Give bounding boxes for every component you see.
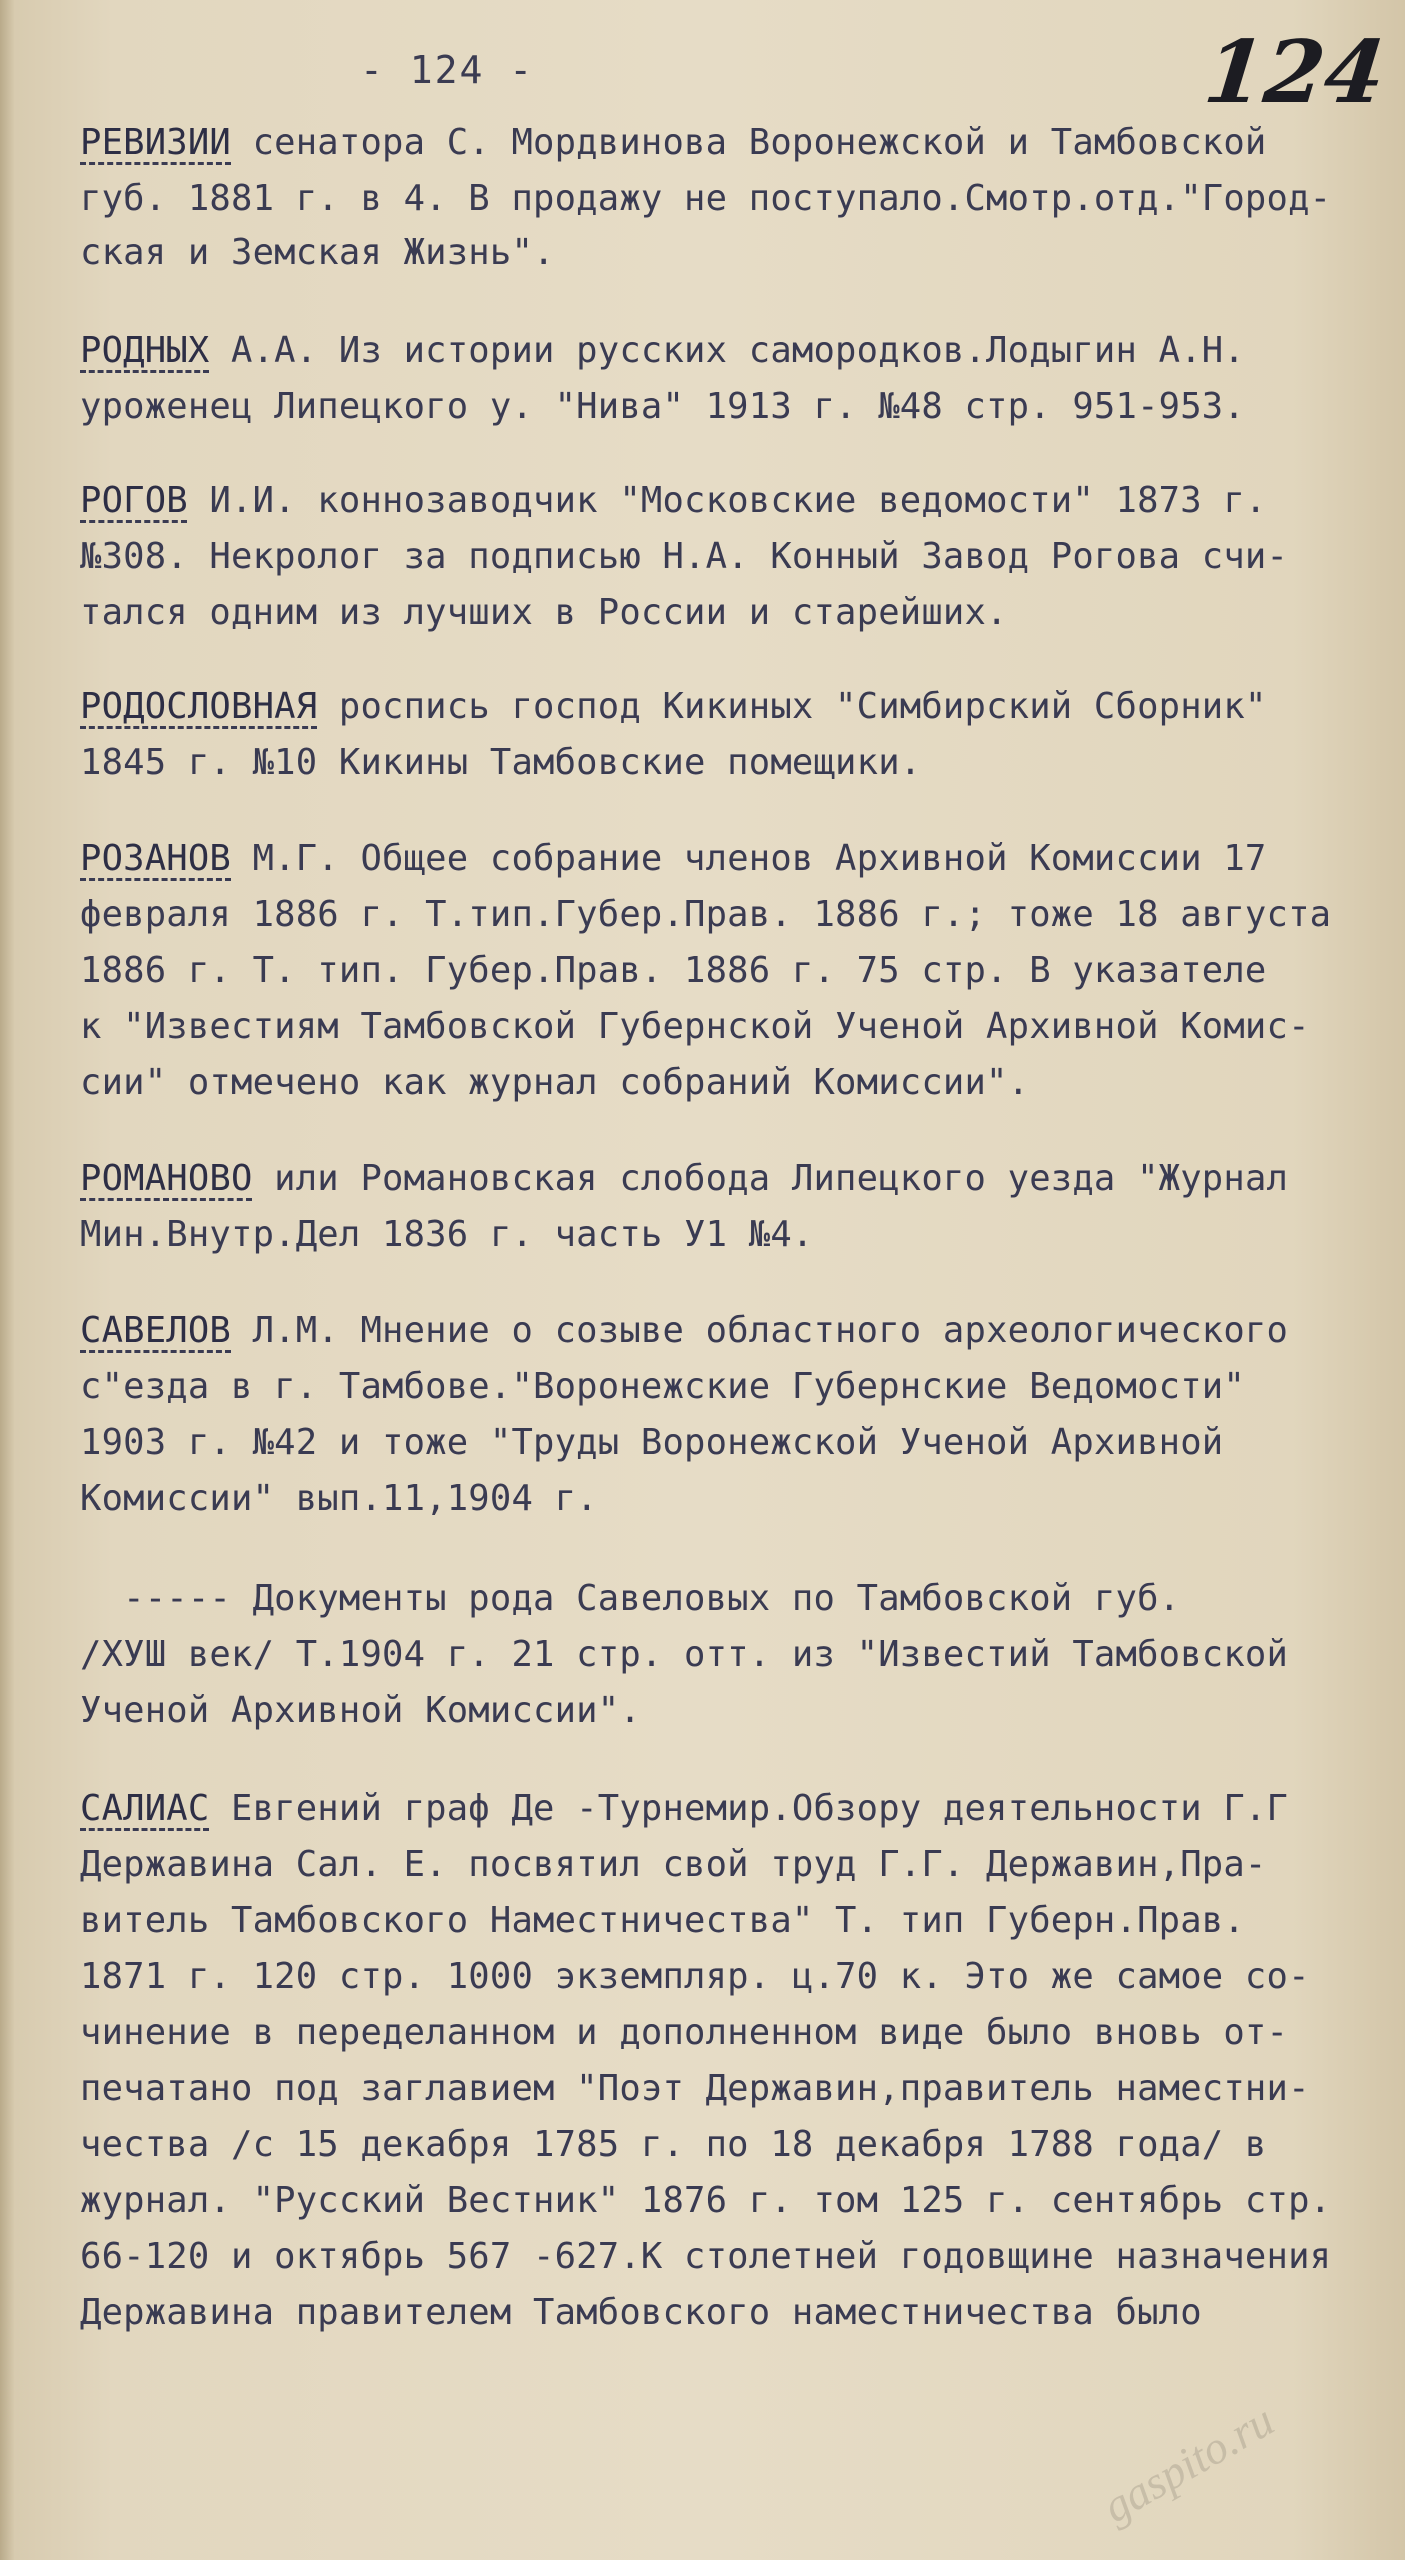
entry-text: тался одним из лучших в России и старейших. <box>80 592 1008 633</box>
text-line <box>80 2068 1310 2109</box>
entry-heading: РОЗАНОВ <box>80 838 232 879</box>
entry-text: журнал. "Русский Вестник" 1876 г. том 125 г. сентябрь стр. <box>80 2180 1332 2221</box>
entry-text: роспись господ Кикиных "Симбирский Сборник" <box>317 686 1267 727</box>
text-line <box>80 1956 1310 1997</box>
entry-text: губ. 1881 г. в 4. В продажу не поступало.Смотр.отд."Город- <box>80 178 1332 219</box>
text-line <box>80 2180 1331 2221</box>
entry-text: ская и Земская Жизнь". <box>80 232 555 273</box>
entry-text: Комиссии" вып.11,1904 г. <box>80 1478 598 1519</box>
entry-text: Мин.Внутр.Дел 1836 г. часть У1 №4. <box>80 1214 814 1255</box>
entry-text: А.А. Из истории русских самородков.Лодыгин А.Н. <box>209 330 1245 371</box>
entry-heading: РОГОВ <box>80 480 188 521</box>
entry-text: 1871 г. 120 стр. 1000 экземпляр. ц.70 к. Это же самое со- <box>80 1956 1310 1997</box>
entry-text: №308. Некролог за подписью Н.А. Конный Завод Рогова счи- <box>80 536 1289 577</box>
text-line <box>80 480 1267 521</box>
entry-text: /ХУШ век/ Т.1904 г. 21 стр. отт. из "Известий Тамбовской <box>80 1634 1289 1675</box>
entry-text: ----- Документы рода Савеловых по Тамбовской губ. <box>80 1578 1181 1619</box>
text-line <box>80 232 555 273</box>
entry-text: сенатора С. Мордвинова Воронежской и Тамбовской <box>231 122 1267 163</box>
entry-text: 66-120 и октябрь 567 -627.К столетней годовщине назначения <box>80 2236 1332 2277</box>
text-line <box>80 1690 641 1731</box>
entry-heading: РОДОСЛОВНАЯ <box>80 686 318 727</box>
entry-text: с"езда в г. Тамбове."Воронежские Губернские Ведомости" <box>80 1366 1245 1407</box>
text-line <box>80 1844 1267 1885</box>
entry-heading: РЕВИЗИИ <box>80 122 232 163</box>
entry-text: уроженец Липецкого у. "Нива" 1913 г. №48 стр. 951-953. <box>80 386 1245 427</box>
text-line <box>80 1062 1029 1103</box>
text-line <box>80 894 1331 935</box>
page-edge-shadow <box>0 0 14 2560</box>
entry-text: Державина Сал. Е. посвятил свой труд Г.Г. Державин,Пра- <box>80 1844 1267 1885</box>
entry-heading: РОМАНОВО <box>80 1158 253 1199</box>
text-line <box>80 2124 1267 2165</box>
text-line <box>80 1422 1223 1463</box>
entry-heading: РОДНЫХ <box>80 330 210 371</box>
entry-text: И.И. коннозаводчик "Московские ведомости" 1873 г. <box>187 480 1267 521</box>
text-line <box>80 2292 1202 2333</box>
text-line <box>80 178 1331 219</box>
text-line <box>80 536 1288 577</box>
text-line <box>80 1788 1288 1829</box>
text-line <box>80 838 1267 879</box>
text-line <box>80 1634 1288 1675</box>
text-line <box>80 1006 1310 1047</box>
entry-text: 1903 г. №42 и тоже "Труды Воронежской Ученой Архивной <box>80 1422 1224 1463</box>
entry-text: сии" отмечено как журнал собраний Комиссии". <box>80 1062 1030 1103</box>
text-line <box>80 330 1245 371</box>
text-line <box>80 2012 1288 2053</box>
entry-text: или Романовская слобода Липецкого уезда "Журнал <box>252 1158 1289 1199</box>
entry-text: 1886 г. Т. тип. Губер.Прав. 1886 г. 75 стр. В указателе <box>80 950 1267 991</box>
text-line <box>80 386 1245 427</box>
page-number: - 124 - <box>360 48 535 92</box>
entry-text: 1845 г. №10 Кикины Тамбовские помещики. <box>80 742 922 783</box>
text-line <box>80 1214 813 1255</box>
text-line <box>80 1478 598 1519</box>
entry-text: к "Известиям Тамбовской Губернской Ученой Архивной Комис- <box>80 1006 1310 1047</box>
entry-text: печатано под заглавием "Поэт Державин,правитель наместни- <box>80 2068 1310 2109</box>
entry-text: витель Тамбовского Наместничества" Т. тип Губерн.Прав. <box>80 1900 1245 1941</box>
handwritten-page-number: 124 <box>1199 22 1390 123</box>
entry-text: Ученой Архивной Комиссии". <box>80 1690 641 1731</box>
text-line <box>80 742 921 783</box>
text-line <box>80 2236 1331 2277</box>
entry-text: М.Г. Общее собрание членов Архивной Комиссии 17 <box>231 838 1267 879</box>
text-line <box>80 950 1267 991</box>
text-line <box>80 1366 1245 1407</box>
text-line <box>80 122 1267 163</box>
entry-text: февраля 1886 г. Т.тип.Губер.Прав. 1886 г.; тоже 18 августа <box>80 894 1332 935</box>
entry-text: Державина правителем Тамбовского наместничества было <box>80 2292 1202 2333</box>
text-line <box>80 1900 1245 1941</box>
entry-heading: САЛИАС <box>80 1788 210 1829</box>
text-line <box>80 1158 1288 1199</box>
watermark: gaspito.ru <box>1094 2394 1283 2533</box>
text-line <box>80 592 1008 633</box>
entry-text: чества /с 15 декабря 1785 г. по 18 декабря 1788 года/ в <box>80 2124 1267 2165</box>
text-line <box>80 1578 1180 1619</box>
entry-heading: САВЕЛОВ <box>80 1310 232 1351</box>
text-line <box>80 1310 1288 1351</box>
entry-text: чинение в переделанном и дополненном виде было вновь от- <box>80 2012 1289 2053</box>
entry-text: Евгений граф Де -Турнемир.Обзору деятельности Г.Г <box>209 1788 1289 1829</box>
entry-text: Л.М. Мнение о созыве областного археологического <box>231 1310 1289 1351</box>
text-line <box>80 686 1267 727</box>
